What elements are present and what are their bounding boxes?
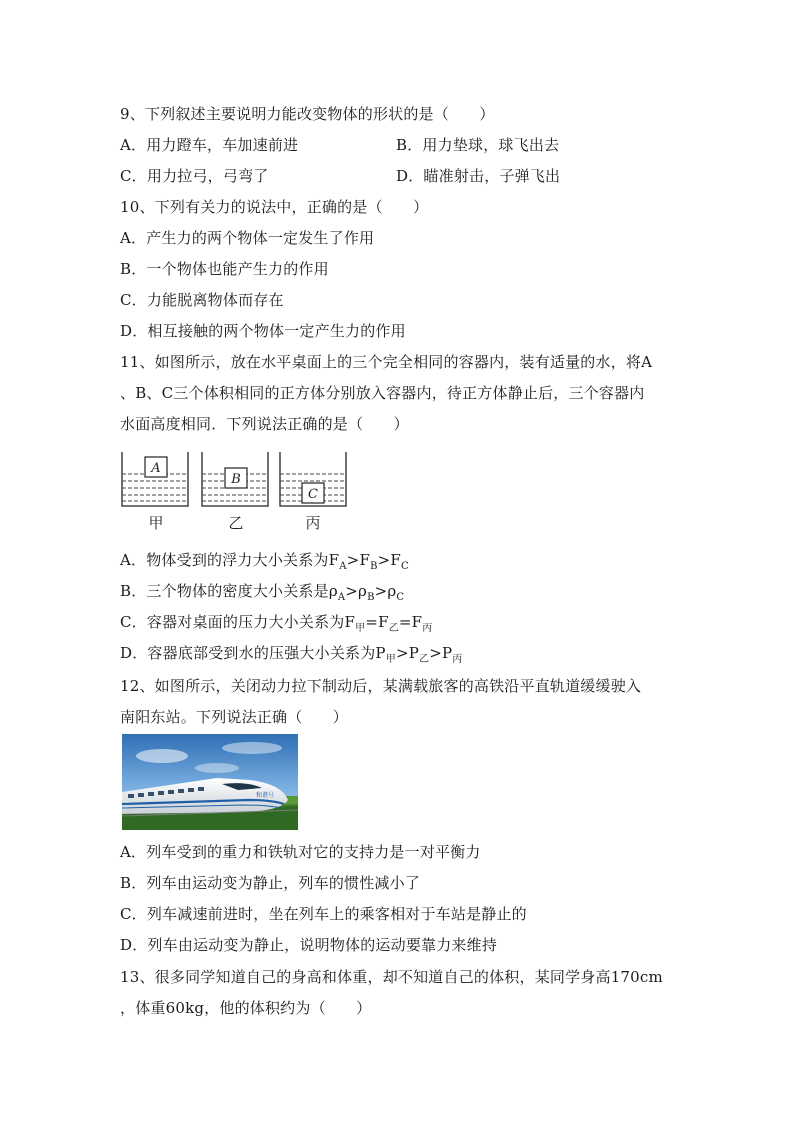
q11-option-a-mid1: >F	[346, 551, 371, 569]
q11-option-c-sub1: 甲	[355, 623, 366, 634]
q11-stem-line3: 水面高度相同．下列说法正确的是（ ）	[120, 415, 409, 433]
q10-option-d: D．相互接触的两个物体一定产生力的作用	[120, 322, 406, 340]
vessel-bing	[280, 452, 346, 532]
q9-option-d: D．瞄准射击，子弹飞出	[396, 167, 561, 185]
q12-stem-line1: 12、如图所示，关闭动力拉下制动后，某满载旅客的高铁沿平直轨道缓缓驶入	[120, 677, 642, 695]
q11-option-d-sub1: 甲	[385, 654, 396, 665]
q11-option-c-sub2: 乙	[388, 623, 399, 634]
q11-option-b-mid1: >ρ	[345, 582, 368, 600]
vessel-yi	[202, 452, 268, 532]
q11-option-a-sub1: A	[339, 561, 347, 572]
q11-option-a-sub2: B	[370, 561, 378, 572]
q12-option-a: A．列车受到的重力和铁轨对它的支持力是一对平衡力	[120, 843, 481, 861]
q12-option-d: D．列车由运动变为静止，说明物体的运动要靠力来维持	[120, 936, 498, 954]
q12-option-b: B．列车由运动变为静止，列车的惯性减小了	[120, 874, 421, 892]
q11-option-c-sub3: 丙	[422, 623, 433, 634]
q11-option-c-mid1: =F	[365, 613, 389, 631]
q9-option-c: C．用力拉弓，弓弯了	[120, 167, 269, 185]
q11-option-a-mid2: >F	[377, 551, 402, 569]
q11-option-b-prefix: B．三个物体的密度大小关系是ρ	[120, 582, 338, 600]
q11-option-c	[120, 611, 432, 632]
vessel-bing-label: 丙	[305, 514, 321, 532]
q9-option-a: A．用力蹬车，车加速前进	[120, 136, 299, 154]
q11-option-b-sub2: B	[367, 592, 375, 603]
q10-stem: 10、下列有关力的说法中，正确的是（ ）	[120, 198, 429, 216]
high-speed-train-photo	[122, 734, 298, 830]
q11-option-d-sub2: 乙	[419, 654, 430, 665]
q11-option-d	[120, 642, 462, 663]
q11-option-a-sub3: C	[401, 561, 409, 572]
q11-stem-line2: 、B、C三个体积相同的正方体分别放入容器内，待正方体静止后，三个容器内	[120, 384, 645, 402]
q13-stem-line1: 13、很多同学知道自己的身高和体重，却不知道自己的体积，某同学身高170cm	[120, 968, 663, 986]
q11-option-d-sub3: 丙	[452, 654, 463, 665]
q11-option-b-sub1: A	[337, 592, 346, 603]
vessels-diagram	[118, 448, 350, 536]
q11-option-b-mid2: >ρ	[374, 582, 397, 600]
cube-c-label: C	[308, 487, 318, 502]
q11-option-a	[120, 549, 409, 570]
q9-option-b: B．用力垫球，球飞出去	[396, 136, 560, 154]
q10-option-a: A．产生力的两个物体一定发生了作用	[120, 229, 375, 247]
vessel-jia-label: 甲	[148, 514, 164, 532]
q11-stem-line1: 11、如图所示，放在水平桌面上的三个完全相同的容器内，装有适量的水，将A	[120, 353, 653, 371]
vessel-jia	[122, 452, 188, 532]
q11-option-b-sub3: C	[396, 592, 405, 603]
cube-b-label: B	[231, 472, 241, 487]
q10-option-c: C．力能脱离物体而存在	[120, 291, 284, 309]
q11-option-a-prefix: A．物体受到的浮力大小关系为F	[120, 551, 340, 569]
q10-option-b: B．一个物体也能产生力的作用	[120, 260, 329, 278]
q11-option-d-mid2: >P	[429, 644, 453, 662]
q9-stem: 9、下列叙述主要说明力能改变物体的形状的是（ ）	[120, 105, 495, 123]
q12-stem-line2: 南阳东站。下列说法正确（ ）	[120, 708, 349, 726]
q11-option-c-prefix: C．容器对桌面的压力大小关系为F	[120, 613, 356, 631]
cube-a-label: A	[151, 461, 161, 476]
q12-option-c: C．列车减速前进时，坐在列车上的乘客相对于车站是静止的	[120, 905, 527, 923]
q11-option-d-mid1: >P	[395, 644, 419, 662]
q11-option-d-prefix: D．容器底部受到水的压强大小关系为P	[120, 644, 386, 662]
train-logo-text: 和谐号	[256, 792, 275, 799]
q11-option-c-mid2: =F	[398, 613, 423, 631]
q13-stem-line2: ，体重60kg，他的体积约为（ ）	[120, 999, 372, 1017]
q11-option-b	[120, 580, 404, 601]
vessel-yi-label: 乙	[228, 514, 244, 532]
